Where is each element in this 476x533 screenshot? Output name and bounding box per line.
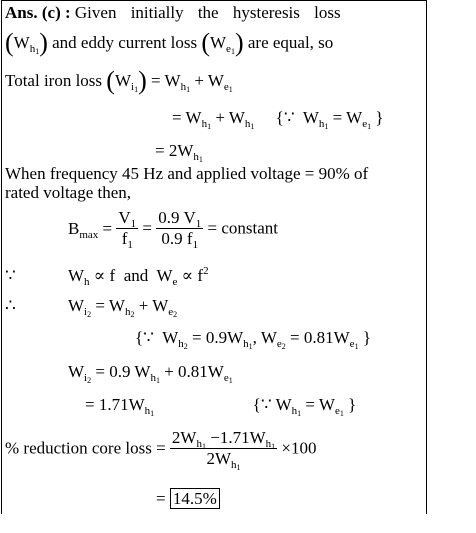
final-result-line: = 14.5% bbox=[156, 489, 220, 509]
frac-den: 0.9 f bbox=[161, 229, 193, 248]
because-line bbox=[5, 266, 16, 286]
because-symbol-2: ∵ bbox=[5, 266, 16, 285]
therefore-line bbox=[5, 296, 16, 316]
total-iron-loss-line: Total iron loss $(W_{i_1}) = W_{h_1} + W_{e_1}$ bbox=[5, 66, 233, 95]
times-100: ×100 bbox=[281, 438, 317, 458]
because-symbol-4: ∵ bbox=[260, 395, 272, 414]
fraction-v1-f1: $\frac{V_1}{f_1}$ bbox=[118, 208, 137, 251]
answer-label: Ans. bbox=[5, 3, 38, 22]
iron-loss-result-line: = $2W_{h_1}$ bbox=[155, 141, 203, 164]
coef-0-81: 0.81 bbox=[303, 328, 334, 347]
frequency-sentence-2: rated voltage then, bbox=[5, 183, 132, 202]
answer-intro-line-2: $(W_{h_1})$ and eddy current loss $(W_{e_1})$ are equal, so bbox=[5, 28, 334, 57]
wi2-line: $W_{i_2} = W_{h_2} + W_{e_2}$ bbox=[68, 296, 178, 319]
coef-two: 2 bbox=[168, 141, 178, 160]
proportional-line: $W_h \propto f$ and $W_e \propto f^2$ bbox=[68, 265, 209, 288]
wi2-result-line: = $1.71W_{h_1}$ {∵ $W_{h_1} = W_{e_1}$ } bbox=[85, 395, 357, 418]
total-iron-loss-label: Total iron loss bbox=[5, 71, 103, 90]
answer-colon: : bbox=[64, 3, 71, 22]
answer-intro-text: Given initially the hysteresis loss bbox=[74, 3, 341, 22]
answer-intro-line bbox=[5, 3, 341, 23]
constant-text: = constant bbox=[207, 218, 278, 238]
coef-1-71-b: 1.71 bbox=[219, 428, 250, 447]
coef-0-9: 0.9 bbox=[205, 328, 228, 347]
wi2-value-line: $W_{i_2} = 0.9$ $W_{h_1} + 0.81W_{e_1}$ bbox=[68, 362, 233, 385]
iron-loss-equality-line: = $W_{h_1} + W_{h_1}$ {∵ $W_{h_1} = W_{e_1}$ } bbox=[172, 108, 384, 131]
fraction-09v-09f: $\frac{0.9 V_1}{0.9 f_1}$ bbox=[158, 208, 202, 251]
therefore-symbol: ∴ bbox=[5, 296, 16, 315]
because-symbol: ∵ bbox=[283, 108, 295, 127]
wh2-condition-line: {∵ $W_{h_2} = 0.9W_{h_1}$, $W_{e_2} = 0.81W_{e_1}$ } bbox=[135, 328, 371, 351]
answer-option: (c) bbox=[41, 3, 61, 22]
coef-1-71: 1.71 bbox=[98, 395, 129, 414]
reduction-label: % reduction core loss bbox=[5, 438, 152, 458]
bmax-line: $B_{max}$ = $\frac{V_1}{f_1}$ = $\frac{0.9 V_1}{0.9 f_1}$ = constant bbox=[68, 208, 278, 251]
reduction-line: % reduction core loss = $\frac{2W_{h_1} -1.71W_{h_1}}{2W_{h_1}}$ ×100 bbox=[5, 428, 317, 472]
frequency-sentence-1: When frequency 45 Hz and applied voltage = 90% of bbox=[5, 164, 369, 183]
intro-end: are equal, so bbox=[247, 33, 334, 52]
and-word: and bbox=[123, 266, 149, 285]
reduction-fraction: $\frac{2W_{h_1} -1.71W_{h_1}}{2W_{h_1}}$ bbox=[171, 428, 276, 472]
coef-0-81-b: 0.81 bbox=[178, 362, 208, 381]
because-symbol-3: ∵ bbox=[143, 328, 154, 347]
final-result-box: 14.5% bbox=[170, 488, 220, 509]
coef-0-9-b: 0.9 bbox=[109, 362, 131, 381]
intro-continuation: and eddy current loss bbox=[52, 33, 198, 52]
frac-num: 0.9 V bbox=[158, 208, 196, 227]
